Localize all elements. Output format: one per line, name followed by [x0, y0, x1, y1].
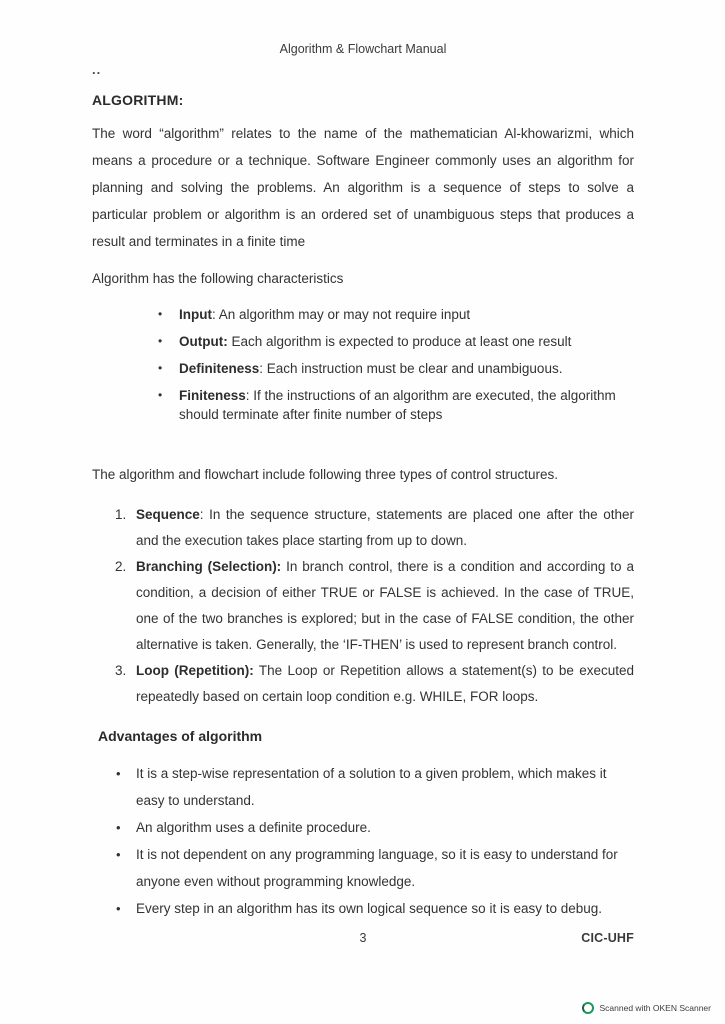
characteristics-list	[92, 305, 634, 424]
algorithm-intro-paragraph: The word “algorithm” relates to the name of the mathematician Al-khowarizmi, which means a procedure or a technique. Software Engineer commonly uses an algorithm for planning and solving the problems. An algorithm is a sequence of steps to solve a particular problem or algorithm is an ordered set of unambiguous steps that produces a result and terminates in a finite time	[92, 126, 634, 249]
list-item	[92, 554, 634, 658]
control-desc: In branch control, there is a condition and according to a condition, a decision of either TRUE or FALSE is achieved. In the case of TRUE, one of the two branches is explored; but in the case of FALSE condition, the other alternative is taken. Generally, the ‘IF-THEN’ is used to represent branch control.	[136, 558, 634, 652]
control-desc: The Loop or Repetition allows a statement(s) to be executed repeatedly based on certain loop condition e.g. WHILE, FOR loops.	[136, 662, 634, 704]
control-term: Sequence	[136, 506, 200, 522]
advantage-text: Every step in an algorithm has its own logical sequence so it is easy to debug.	[136, 900, 603, 916]
running-header: Algorithm & Flowchart Manual	[279, 42, 447, 56]
bullet-icon: •	[116, 765, 121, 781]
list-item	[92, 332, 634, 351]
list-item	[92, 305, 634, 324]
bullet-icon: •	[116, 846, 121, 862]
characteristic-term: Finiteness	[179, 388, 246, 403]
section-heading-advantages: Advantages of algorithm	[98, 727, 263, 744]
control-structures-lead: The algorithm and flowchart include following three types of control structures.	[92, 467, 558, 482]
list-number: 1.	[115, 506, 127, 522]
bullet-icon: •	[116, 900, 121, 916]
advantage-text: It is a step-wise representation of a solution to a given problem, which makes it easy to understand.	[136, 765, 607, 808]
list-number: 3.	[115, 662, 127, 678]
bullet-icon: •	[158, 388, 163, 402]
characteristics-lead: Algorithm has the following characteristics	[92, 270, 344, 286]
characteristic-term: Output:	[179, 334, 228, 349]
page-number: 3	[359, 931, 367, 945]
advantages-list	[92, 760, 634, 922]
list-item	[92, 760, 634, 814]
page-content	[92, 0, 634, 922]
list-number: 2.	[115, 558, 127, 574]
list-item	[92, 359, 634, 378]
list-item	[92, 814, 634, 841]
control-term: Branching (Selection):	[136, 558, 282, 574]
list-item	[92, 895, 634, 922]
scanner-label: Scanned with OKEN Scanner	[599, 1003, 711, 1013]
scanner-badge	[582, 1002, 711, 1014]
control-desc: : In the sequence structure, statements are placed one after the other and the execution takes place starting from up to down.	[136, 506, 634, 548]
list-item	[92, 658, 634, 710]
characteristic-desc: : Each instruction must be clear and unambiguous.	[259, 361, 563, 376]
characteristic-desc: : An algorithm may or may not require input	[212, 307, 471, 322]
bullet-icon: •	[116, 819, 121, 835]
scan-artifact-dots: ..	[92, 62, 102, 77]
list-item	[92, 502, 634, 554]
characteristic-term: Definiteness	[179, 361, 260, 376]
list-item	[92, 386, 634, 424]
bullet-icon: •	[158, 361, 163, 375]
control-structures-list	[92, 502, 634, 710]
bullet-icon: •	[158, 334, 163, 348]
section-heading-algorithm: ALGORITHM:	[92, 92, 184, 108]
characteristic-term: Input	[179, 307, 212, 322]
characteristic-desc: Each algorithm is expected to produce at least one result	[227, 334, 572, 349]
org-label: CIC-UHF	[581, 931, 634, 945]
advantage-text: It is not dependent on any programming language, so it is easy to understand for anyone even without programming knowledge.	[136, 846, 618, 889]
list-item	[92, 841, 634, 895]
control-term: Loop (Repetition):	[136, 662, 254, 678]
characteristic-desc: : If the instructions of an algorithm are executed, the algorithm should terminate after finite number of steps	[179, 388, 616, 422]
bullet-icon: •	[158, 307, 163, 321]
advantage-text: An algorithm uses a definite procedure.	[136, 819, 371, 835]
oken-scanner-icon	[582, 1002, 594, 1014]
